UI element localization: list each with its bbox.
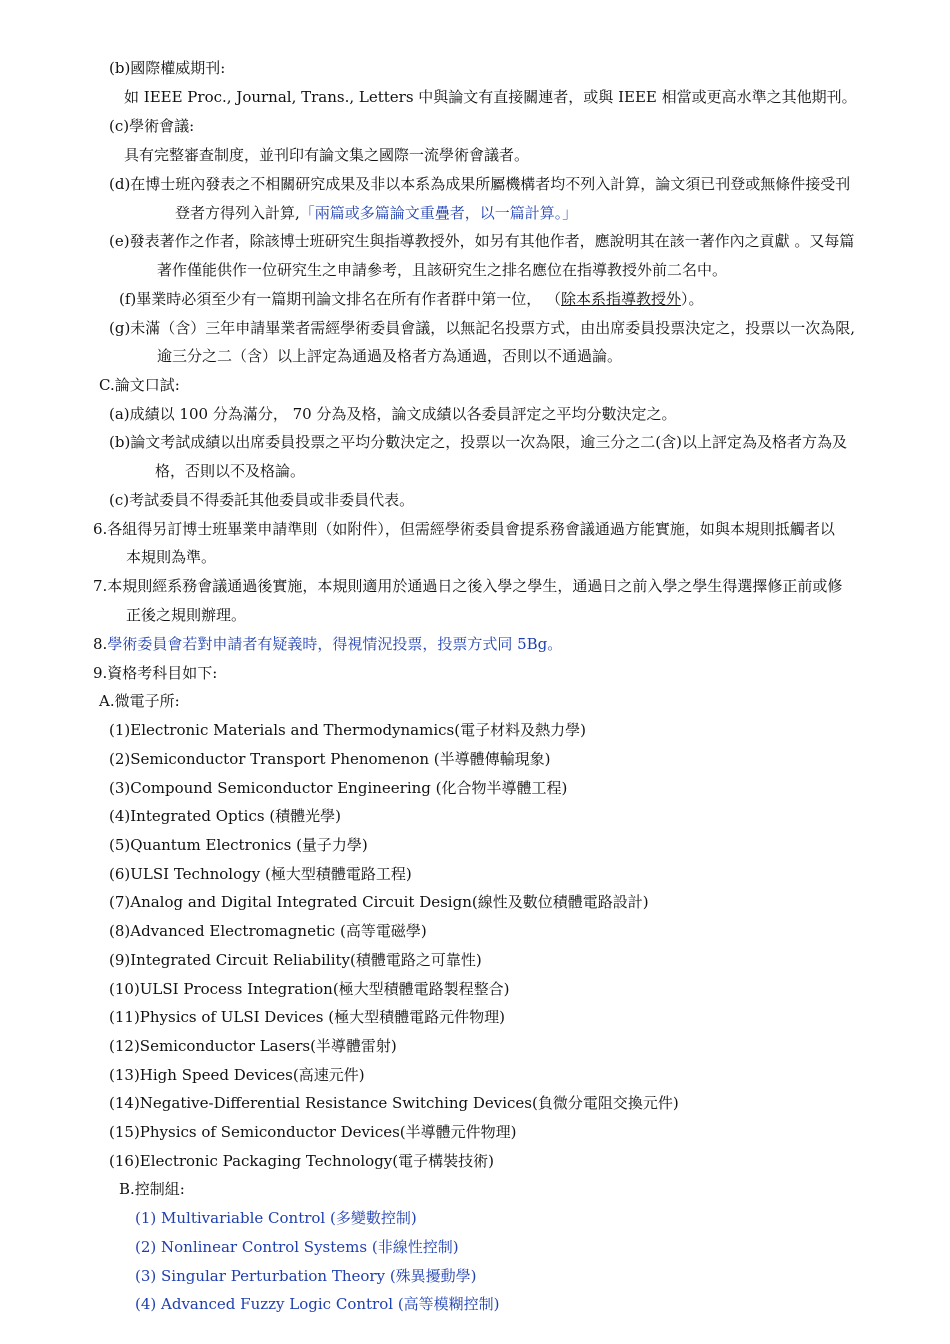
item-f-text: (f)畢業時必須至少有一篇期刊論文排名在所有作者群中第一位， （ (119, 290, 562, 308)
paragraph-8 (93, 634, 562, 654)
paragraph-8-text: 學術委員會若對申請者有疑義時，得視情況投票，投票方式同 5Bg。 (107, 635, 563, 653)
subject-item: (14)Negative-Differential Resistance Switching Devices(負微分電阻交換元件) (109, 1094, 679, 1112)
paragraph-6-line1: 6.各組得另訂博士班畢業申請準則（如附件），但需經學術委員會提系務會議通過方能實施，如與本規則抵觸者以 (93, 520, 835, 538)
item-e-line2: 著作僅能供作一位研究生之申請參考，且該研究生之排名應位在指導教授外前二名中。 (157, 261, 728, 279)
control-subject-item: (3) Singular Perturbation Theory (殊異擾動學) (135, 1267, 477, 1285)
section-a-heading: A.微電子所: (99, 692, 180, 710)
item-cb-line1: (b)論文考試成績以出席委員投票之平均分數決定之，投票以一次為限，逾三分之二(含)以上評定為及格者方為及 (109, 433, 848, 451)
subject-item: (10)ULSI Process Integration(極大型積體電路製程整合) (109, 980, 510, 998)
section-b-heading: B.控制組: (119, 1180, 185, 1198)
subject-item: (5)Quantum Electronics (量子力學) (109, 836, 368, 854)
subject-item: (7)Analog and Digital Integrated Circuit Design(線性及數位積體電路設計) (109, 893, 649, 911)
control-subject-item: (1) Multivariable Control (多變數控制) (135, 1209, 417, 1227)
subject-item: (11)Physics of ULSI Devices (極大型積體電路元件物理) (109, 1008, 505, 1026)
item-b-intl-journal: (b)國際權威期刊: (109, 59, 226, 77)
item-cc: (c)考試委員不得委託其他委員或非委員代表。 (109, 491, 415, 509)
item-d-line2-text: 登者方得列入計算, (175, 204, 300, 222)
item-c-conference: (c)學術會議: (109, 117, 195, 135)
subject-item: (9)Integrated Circuit Reliability(積體電路之可靠性) (109, 951, 482, 969)
item-e-line1: (e)發表著作之作者，除該博士班研究生與指導教授外，如另有其他作者，應說明其在該一著作內之貢獻 。又每篇 (109, 232, 855, 250)
subject-item: (15)Physics of Semiconductor Devices(半導體元件物理) (109, 1123, 517, 1141)
item-g-line2: 逾三分之二（含）以上評定為通過及格者方為通過，否則以不通過論。 (157, 347, 623, 365)
paragraph-9: 9.資格考科目如下: (93, 664, 218, 682)
paragraph-8-number: 8. (93, 635, 108, 653)
subject-item: (12)Semiconductor Lasers(半導體雷射) (109, 1037, 397, 1055)
subject-item: (16)Electronic Packaging Technology(電子構裝技術) (109, 1152, 494, 1170)
item-d-line2 (175, 203, 577, 223)
item-ca: (a)成績以 100 分為滿分， 70 分為及格，論文成績以各委員評定之平均分數決定之。 (109, 405, 677, 423)
item-g-line1: (g)未滿（含）三年申請畢業者需經學術委員會議，以無記名投票方式，由出席委員投票決定之，投票以一次為限, (109, 319, 856, 337)
item-f-end: ）。 (681, 290, 704, 308)
paragraph-6-line2: 本規則為準。 (126, 548, 217, 566)
subject-item: (6)ULSI Technology (極大型積體電路工程) (109, 865, 412, 883)
paragraph-7-line2: 正後之規則辦理。 (126, 606, 247, 624)
item-d-line1: (d)在博士班內發表之不相關研究成果及非以本系為成果所屬機構者均不列入計算，論文須已刊登或無條件接受刊 (109, 175, 851, 193)
item-b-intl-journal-desc: 如 IEEE Proc., Journal, Trans., Letters 中與論文有直接關連者，或與 IEEE 相當或更高水準之其他期刊。 (124, 88, 857, 106)
subject-item: (8)Advanced Electromagnetic (高等電磁學) (109, 922, 427, 940)
item-d-overlap-note: 「兩篇或多篇論文重疊者，以一篇計算。」 (299, 204, 578, 222)
subject-item: (1)Electronic Materials and Thermodynamics(電子材料及熱力學) (109, 721, 586, 739)
subject-item: (2)Semiconductor Transport Phenomenon (半導體傳輸現象) (109, 750, 551, 768)
item-f-underlined: 除本系指導教授外 (561, 290, 682, 308)
subject-item: (13)High Speed Devices(高速元件) (109, 1066, 365, 1084)
control-subject-item: (2) Nonlinear Control Systems (非線性控制) (135, 1238, 459, 1256)
section-c-heading: C.論文口試: (99, 376, 180, 394)
paragraph-7-line1: 7.本規則經系務會議通過後實施，本規則適用於通過日之後入學之學生，通過日之前入學之學生得選擇修正前或修 (93, 577, 843, 595)
subject-item: (3)Compound Semiconductor Engineering (化合物半導體工程) (109, 779, 568, 797)
subject-item: (4)Integrated Optics (積體光學) (109, 807, 342, 825)
item-c-conference-desc: 具有完整審查制度，並刊印有論文集之國際一流學術會議者。 (124, 146, 530, 164)
control-subject-item: (4) Advanced Fuzzy Logic Control (高等模糊控制) (135, 1295, 500, 1313)
item-f (119, 289, 704, 309)
item-cb-line2: 格，否則以不及格論。 (155, 462, 306, 480)
